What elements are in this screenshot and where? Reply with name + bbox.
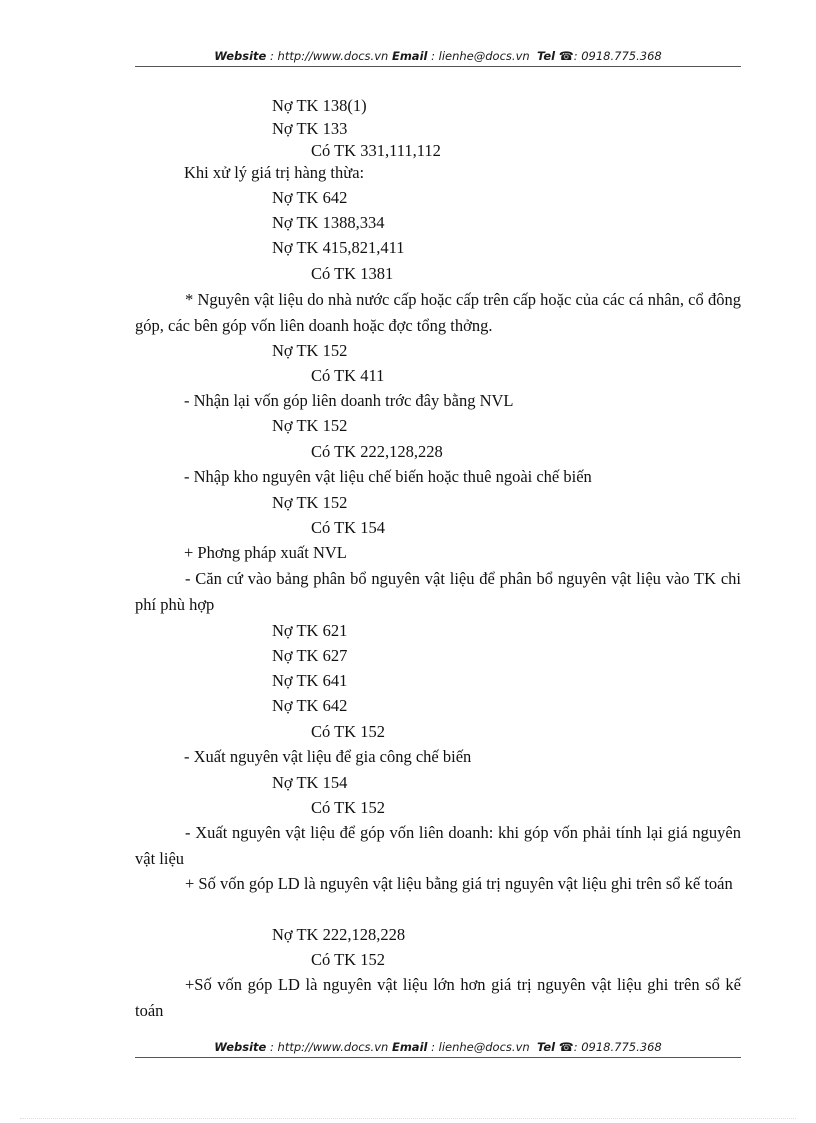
header-rule <box>135 66 741 67</box>
entry-line: Nợ TK 627 <box>272 646 348 665</box>
entry-line: Nợ TK 152 <box>272 416 348 435</box>
paragraph: - Căn cứ vào bảng phân bổ nguyên vật liệu để phân bổ nguyên vật liệu vào TK chi phí phù hợp <box>135 569 741 614</box>
header-email-label: Email <box>391 49 428 63</box>
page-footer: Website : http://www.docs.vn Email : lienhe@docs.vn Tel ☎: 0918.775.368 <box>214 1040 662 1054</box>
text-line: - Nhập kho nguyên vật liệu chế biến hoặc thuê ngoài chế biến <box>184 467 592 486</box>
entry-line: Nợ TK 152 <box>272 341 348 360</box>
phone-icon: ☎ <box>558 49 574 63</box>
entry-line: Có TK 152 <box>311 950 385 969</box>
entry-line: Có TK 331,111,112 <box>311 141 441 160</box>
text-line: - Nhận lại vốn góp liên doanh trớc đây bằng NVL <box>184 391 514 410</box>
header-email-value[interactable]: lienhe@docs.vn <box>438 49 530 63</box>
entry-line: Nợ TK 642 <box>272 696 348 715</box>
entry-line: Có TK 154 <box>311 518 385 537</box>
text-line: + Phơng pháp xuất NVL <box>184 543 347 562</box>
entry-line: Nợ TK 154 <box>272 773 348 792</box>
page-edge-divider <box>20 1118 796 1119</box>
footer-website-url[interactable]: http://www.docs.vn <box>277 1040 389 1054</box>
header-website-label: Website <box>214 49 267 63</box>
footer-website-label: Website <box>214 1040 267 1054</box>
entry-line: Nợ TK 222,128,228 <box>272 925 406 944</box>
paragraph: +Số vốn góp LD là nguyên vật liệu lớn hơn giá trị nguyên vật liệu ghi trên sổ kế toán <box>135 975 741 1020</box>
entry-line: Nợ TK 641 <box>272 671 348 690</box>
entry-line: Có TK 152 <box>311 722 385 741</box>
paragraph: + Số vốn góp LD là nguyên vật liệu bằng giá trị nguyên vật liệu ghi trên sổ kế toán <box>185 874 733 893</box>
entry-line: Có TK 411 <box>311 366 385 385</box>
footer-tel-label: Tel <box>536 1040 556 1054</box>
page-header: Website : http://www.docs.vn Email : lienhe@docs.vn Tel ☎: 0918.775.368 <box>214 49 662 63</box>
entry-line: Nợ TK 642 <box>272 188 348 207</box>
entry-line: Nợ TK 1388,334 <box>272 213 385 232</box>
entry-line: Nợ TK 152 <box>272 493 348 512</box>
footer-tel-value: 0918.775.368 <box>581 1040 662 1054</box>
footer-email-label: Email <box>391 1040 428 1054</box>
header-website-url[interactable]: http://www.docs.vn <box>277 49 389 63</box>
entry-line: Nợ TK 415,821,411 <box>272 238 405 257</box>
entry-line: Có TK 1381 <box>311 264 394 283</box>
entry-line: Nợ TK 138(1) <box>272 96 367 115</box>
entry-line: Có TK 152 <box>311 798 385 817</box>
footer-email-value[interactable]: lienhe@docs.vn <box>438 1040 530 1054</box>
entry-line: Nợ TK 621 <box>272 621 348 640</box>
paragraph: - Xuất nguyên vật liệu để góp vốn liên doanh: khi góp vốn phải tính lại giá nguyên vật liệu <box>135 823 741 868</box>
footer-rule <box>135 1057 741 1058</box>
entry-line: Có TK 222,128,228 <box>311 442 443 461</box>
header-tel-label: Tel <box>536 49 556 63</box>
text-line: - Xuất nguyên vật liệu để gia công chế biến <box>184 747 472 766</box>
header-tel-value: 0918.775.368 <box>581 49 662 63</box>
phone-icon: ☎ <box>558 1040 574 1054</box>
text-line: Khi xử lý giá trị hàng thừa: <box>184 163 365 182</box>
paragraph: * Nguyên vật liệu do nhà nước cấp hoặc cấp trên cấp hoặc của các cá nhân, cổ đông góp, các bên góp vốn liên doanh hoặc đợc tổng thởng. <box>135 290 741 335</box>
entry-line: Nợ TK 133 <box>272 119 348 138</box>
